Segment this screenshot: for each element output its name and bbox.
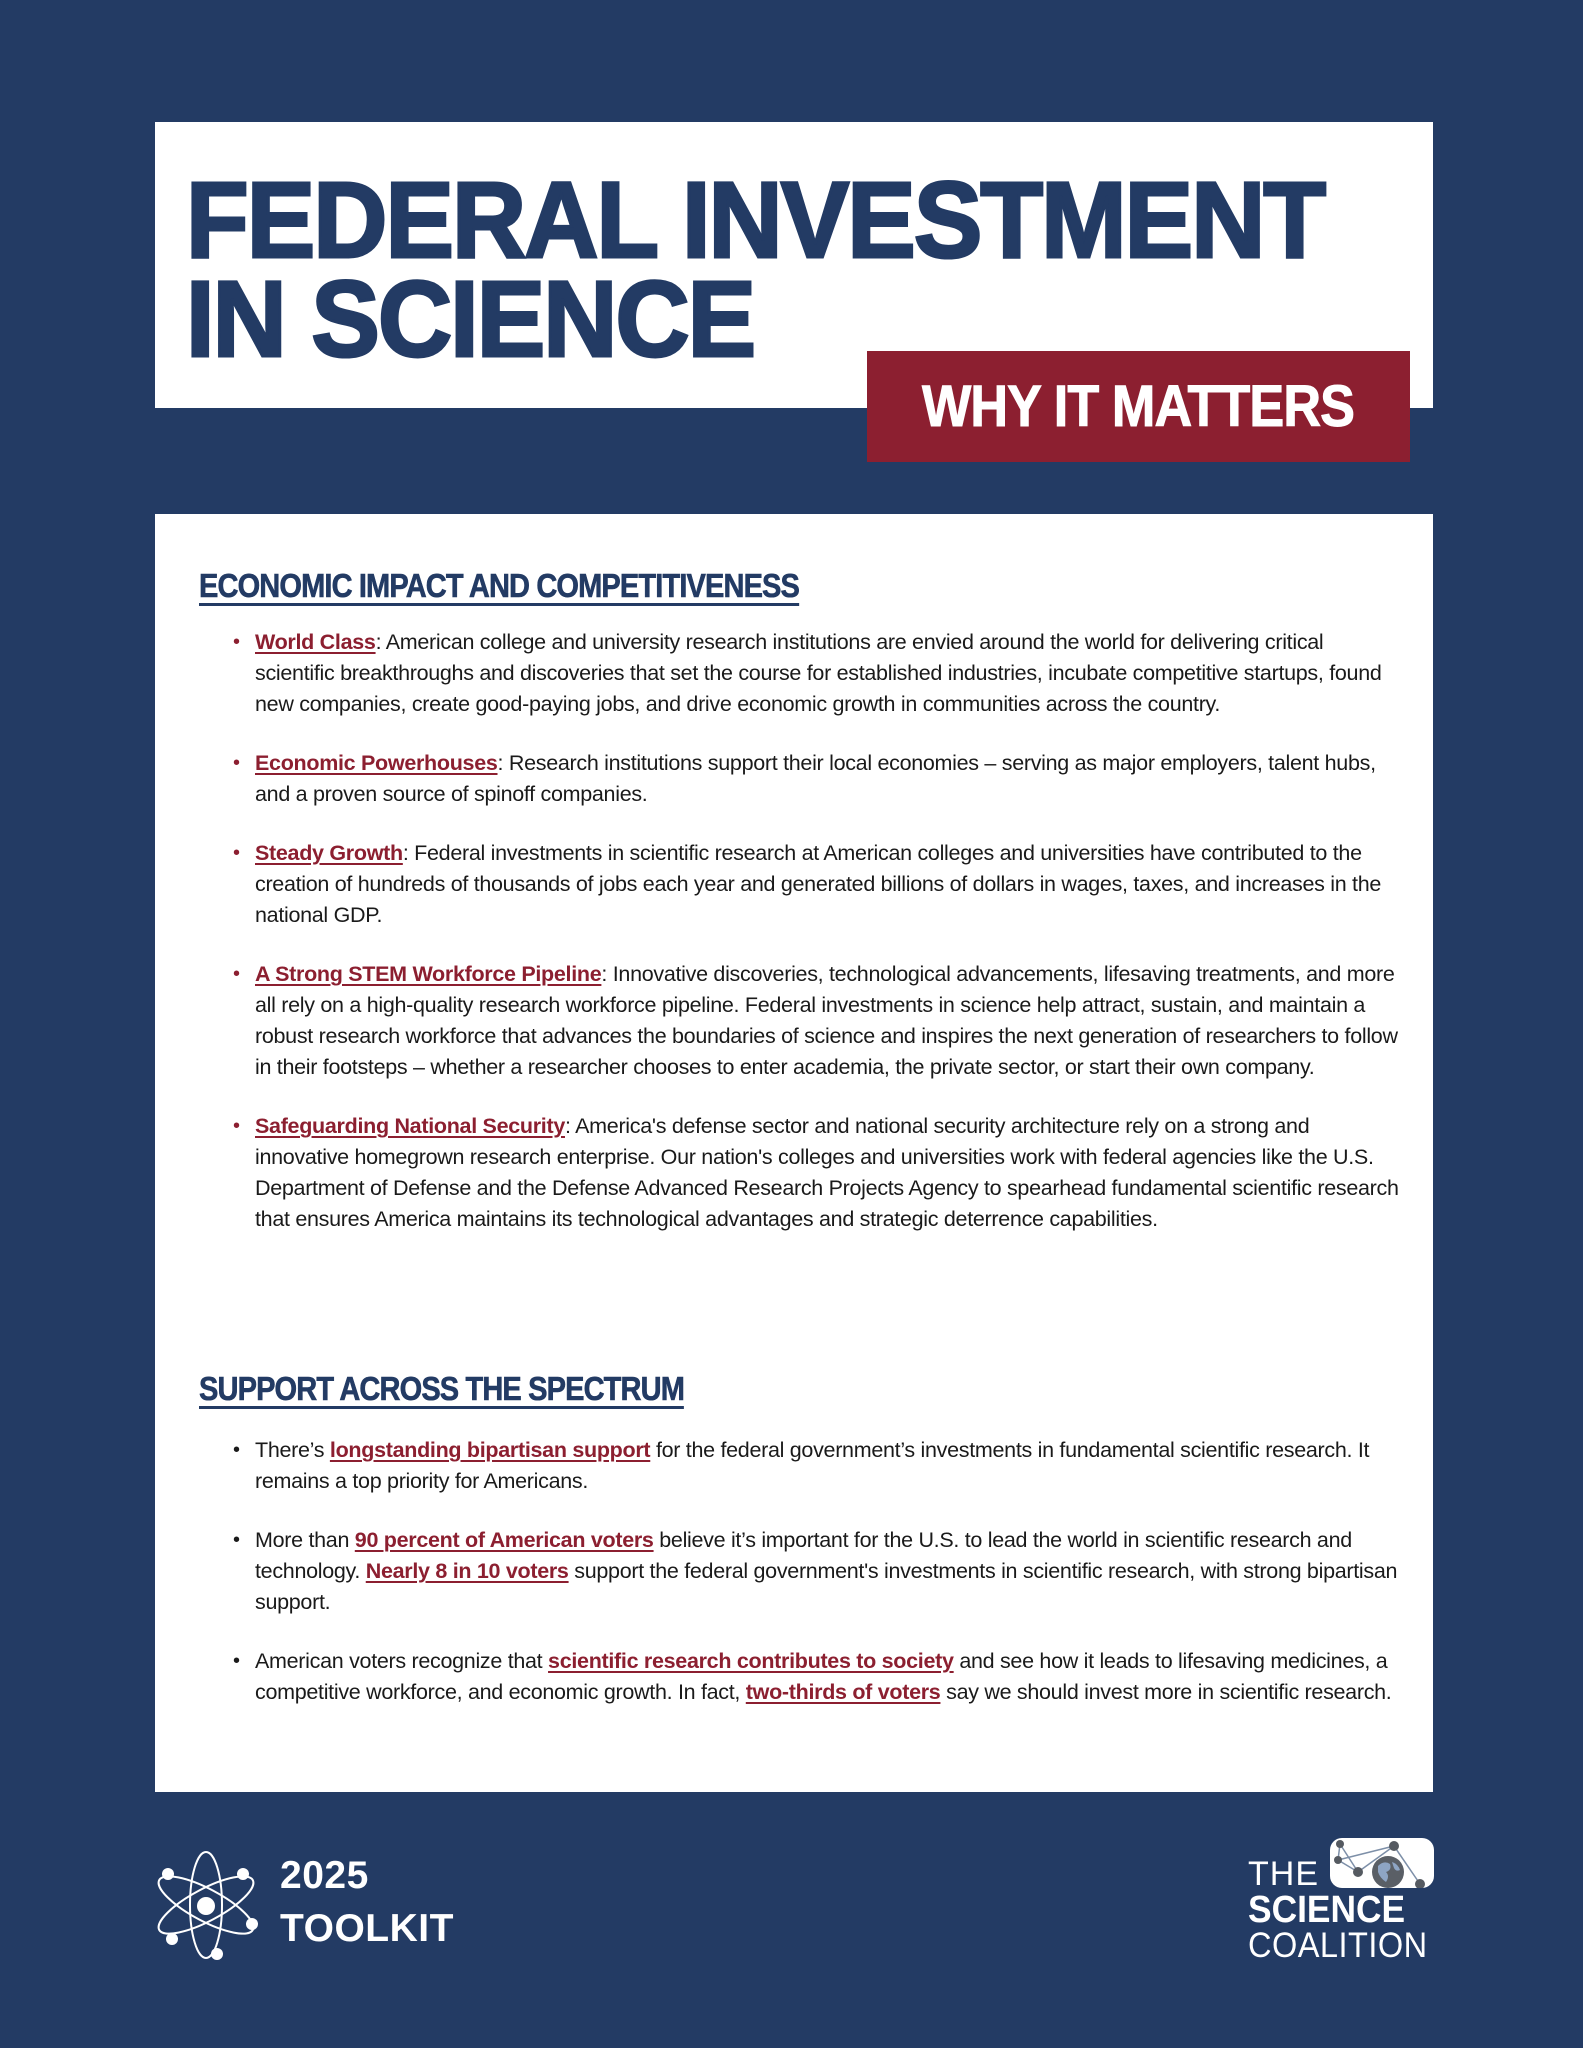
- link-research-contributes-society[interactable]: scientific research contributes to society: [548, 1649, 954, 1673]
- list-item: [233, 1525, 1405, 1618]
- bullet-icon: •: [233, 842, 240, 864]
- link-stem-workforce-pipeline[interactable]: A Strong STEM Workforce Pipeline: [255, 962, 602, 986]
- item-text: : Federal investments in scientific research at American colleges and universities have contributed to the creation of hundreds of thousands of jobs each year and generated billions of dollars in wages, taxes, and increases in the national GDP.: [255, 841, 1382, 927]
- why-it-matters-badge: [867, 351, 1410, 462]
- list-item: [233, 748, 1405, 810]
- badge-label: WHY IT MATTERS: [922, 374, 1355, 439]
- link-two-thirds-voters[interactable]: two-thirds of voters: [745, 1680, 941, 1704]
- link-90-percent-voters[interactable]: 90 percent of American voters: [354, 1528, 654, 1552]
- link-national-security[interactable]: Safeguarding National Security: [255, 1114, 565, 1138]
- list-item: [233, 959, 1405, 1083]
- globe-network-icon: [1330, 1838, 1434, 1888]
- list-item: [233, 1435, 1405, 1497]
- bullet-icon: •: [233, 1439, 240, 1461]
- bullet-icon: •: [233, 1650, 240, 1672]
- section-heading-support-spectrum: SUPPORT ACROSS THE SPECTRUM: [199, 1370, 685, 1407]
- list-item: [233, 1646, 1405, 1708]
- page-title-line-1: FEDERAL INVESTMENT: [186, 159, 1325, 280]
- support-spectrum-list: [233, 1435, 1405, 1736]
- logo-line-coalition: COALITION: [1248, 1926, 1428, 1965]
- bullet-icon: •: [233, 631, 240, 653]
- item-text: believe it’s important for the U.S. to lead the world in scientific research and technology.: [255, 1528, 1352, 1583]
- item-text: : American college and university research institutions are envied around the world for delivering critical scientific breakthroughs and discoveries that set the course for established industries, incubate competitive startups, found new companies, create good-paying jobs, and drive economic growth in communities across the country.: [255, 630, 1382, 716]
- item-text: say we should invest more in scientific research.: [940, 1680, 1392, 1704]
- list-item: [233, 627, 1405, 720]
- bullet-icon: •: [233, 1115, 240, 1137]
- link-steady-growth[interactable]: Steady Growth: [255, 841, 403, 865]
- link-bipartisan-support[interactable]: longstanding bipartisan support: [329, 1438, 651, 1462]
- item-text: There’s: [255, 1438, 330, 1462]
- economic-impact-list: [233, 627, 1405, 1263]
- link-world-class[interactable]: World Class: [255, 630, 376, 654]
- toolkit-label: TOOLKIT: [280, 1907, 454, 1950]
- list-item: [233, 1111, 1405, 1235]
- item-text: : Innovative discoveries, technological advancements, lifesaving treatments, and more all rely on a high-quality research workforce pipeline. Federal investments in science help attract, sustain, and maintain a robust research workforce that advances the boundaries of science and inspires the next generation of researchers to follow in their footsteps – whether a researcher chooses to enter academia, the private sector, or start their own company.: [255, 962, 1398, 1079]
- atom-icon: [155, 1850, 259, 1960]
- page-title-line-2: IN SCIENCE: [186, 258, 755, 379]
- logo-line-the: THE: [1248, 1855, 1319, 1893]
- bullet-icon: •: [233, 1529, 240, 1551]
- item-text: : America's defense sector and national security architecture rely on a strong and innovative homegrown research enterprise. Our nation's colleges and universities work with federal agencies like the U.S. Department of Defense and the Defense Advanced Research Projects Agency to spearhead fundamental scientific research that ensures America maintains its technological advantages and strategic deterrence capabilities.: [255, 1114, 1399, 1231]
- bullet-icon: •: [233, 963, 240, 985]
- link-economic-powerhouses[interactable]: Economic Powerhouses: [255, 751, 498, 775]
- bullet-icon: •: [233, 752, 240, 774]
- item-text: American voters recognize that: [255, 1649, 549, 1673]
- list-item: [233, 838, 1405, 931]
- toolkit-year: 2025: [280, 1854, 369, 1897]
- item-text: : Research institutions support their local economies – serving as major employers, talent hubs, and a proven source of spinoff companies.: [255, 751, 1376, 806]
- item-text: support the federal government's investments in scientific research, with strong bipartisan support.: [255, 1559, 1398, 1614]
- section-heading-economic-impact: ECONOMIC IMPACT AND COMPETITIVENESS: [199, 567, 800, 604]
- science-coalition-logo: [1248, 1836, 1438, 1966]
- item-text: More than: [255, 1528, 355, 1552]
- item-text: and see how it leads to lifesaving medicines, a competitive workforce, and economic growth. In fact,: [255, 1649, 1388, 1704]
- item-text: for the federal government’s investments in fundamental scientific research. It remains a top priority for Americans.: [255, 1438, 1370, 1493]
- toolkit-badge: [155, 1850, 515, 1962]
- content-card: [155, 514, 1433, 1792]
- link-8-in-10-voters[interactable]: Nearly 8 in 10 voters: [365, 1559, 569, 1583]
- logo-line-science: SCIENCE: [1248, 1889, 1406, 1931]
